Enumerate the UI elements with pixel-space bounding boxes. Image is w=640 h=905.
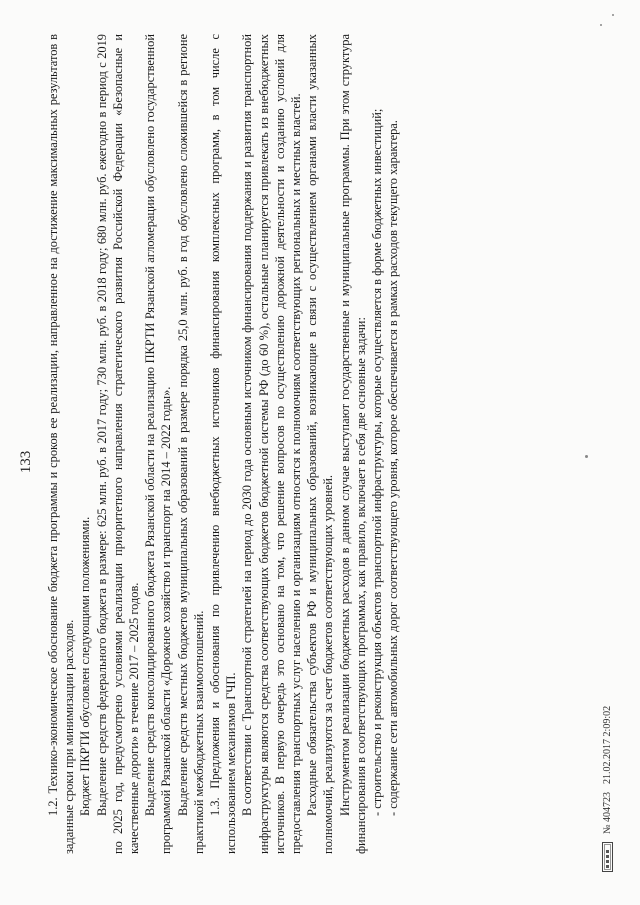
footer-stamp	[602, 706, 613, 872]
paragraph-federal-budget: Выделение средств федерального бюджета в размере: 625 млн. руб. в 2017 году; 730 млн. руб. в 2018 году; 680 млн. руб. ежегодно в период с 2019 по 2025 год, предусмотрено условиями реализации приоритетного направления стратегического развития Российской Федерации «Безопасные и качественные дороги» в течение 2017 – 2025 годов.	[94, 34, 142, 854]
list-item-construction: - строительство и реконструкция объектов транспортной инфраструктуры, которые осуществляется в форме бюджетных инвестиций;	[370, 108, 385, 816]
paragraph-transport-strategy: В соответствии с Транспортной стратегией на период до 2030 года основным источником финансирования поддержания и развития транспортной инфраструктуры являются средства соответствующих бюджетов бюджетной системы РФ (до 60 %), остальные планируется привлекать из внебюджетных источников. В первую очередь это основано на том, что решение вопросов по осуществлению дорожной деятельности и созданию условий для предоставления транспортных услуг населению и организациям относятся к полномочиям соответствующих региональных и местных властей.	[240, 34, 304, 854]
paragraph-1-2: 1.2. Технико-экономическое обоснование бюджета программы и сроков ее реализации, направленное на достижение максимальных результатов в заданные сроки при минимизации расходов.	[46, 34, 77, 854]
paragraph-regional-budget: Выделение средств консолидированного бюджета Рязанской области на реализацию ПКРТИ Рязанской агломерации обусловлено государственной программой Рязанской области «Дорожное хозяйство и транспорт на 2014 – 2022 годы».	[143, 34, 174, 854]
paragraph-1-3: 1.3. Предложения и обоснования по привлечению внебюджетных источников финансирования комплексных программ, в том числе с использованием механизмов ГЧП.	[208, 34, 239, 854]
document-body	[45, 34, 401, 854]
paragraph-budget-intro: Бюджет ПКРТИ обусловлен следующими положениями.	[78, 516, 93, 816]
stamp-logo-icon	[604, 844, 611, 870]
scan-speck	[600, 24, 602, 26]
scan-speck	[612, 14, 614, 16]
paragraph-instrument: Инструментом реализации бюджетных расходов в данном случае выступают государственные и муниципальные программы. При этом структура финансирования в соответствующих программах, как правило, включает в себя две основные задачи:	[337, 34, 368, 854]
stamp-timestamp: 21.02.2017 2:09:02	[602, 705, 613, 784]
rotated-content	[10, 32, 630, 892]
list-item-maintenance: - содержание сети автомобильных дорог соответствующего уровня, которое обеспечивается в рамках расходов текущего характера.	[386, 120, 401, 816]
paragraph-obligations: Расходные обязательства субъектов РФ и муниципальных образований, возникающие в связи с осуществлением органами власти указанных полномочий, реализуются за счет бюджетов соответствующих уровней.	[305, 34, 336, 854]
stamp-document-number: № 404723	[602, 791, 613, 834]
paragraph-local-budget: Выделение средств местных бюджетов муниципальных образований в размере порядка 25,0 млн. руб. в год обусловлено сложившейся в регионе практикой межбюджетных взаимоотношений.	[175, 34, 206, 854]
page-number: 133	[18, 450, 34, 474]
stamp-logo	[602, 842, 613, 872]
